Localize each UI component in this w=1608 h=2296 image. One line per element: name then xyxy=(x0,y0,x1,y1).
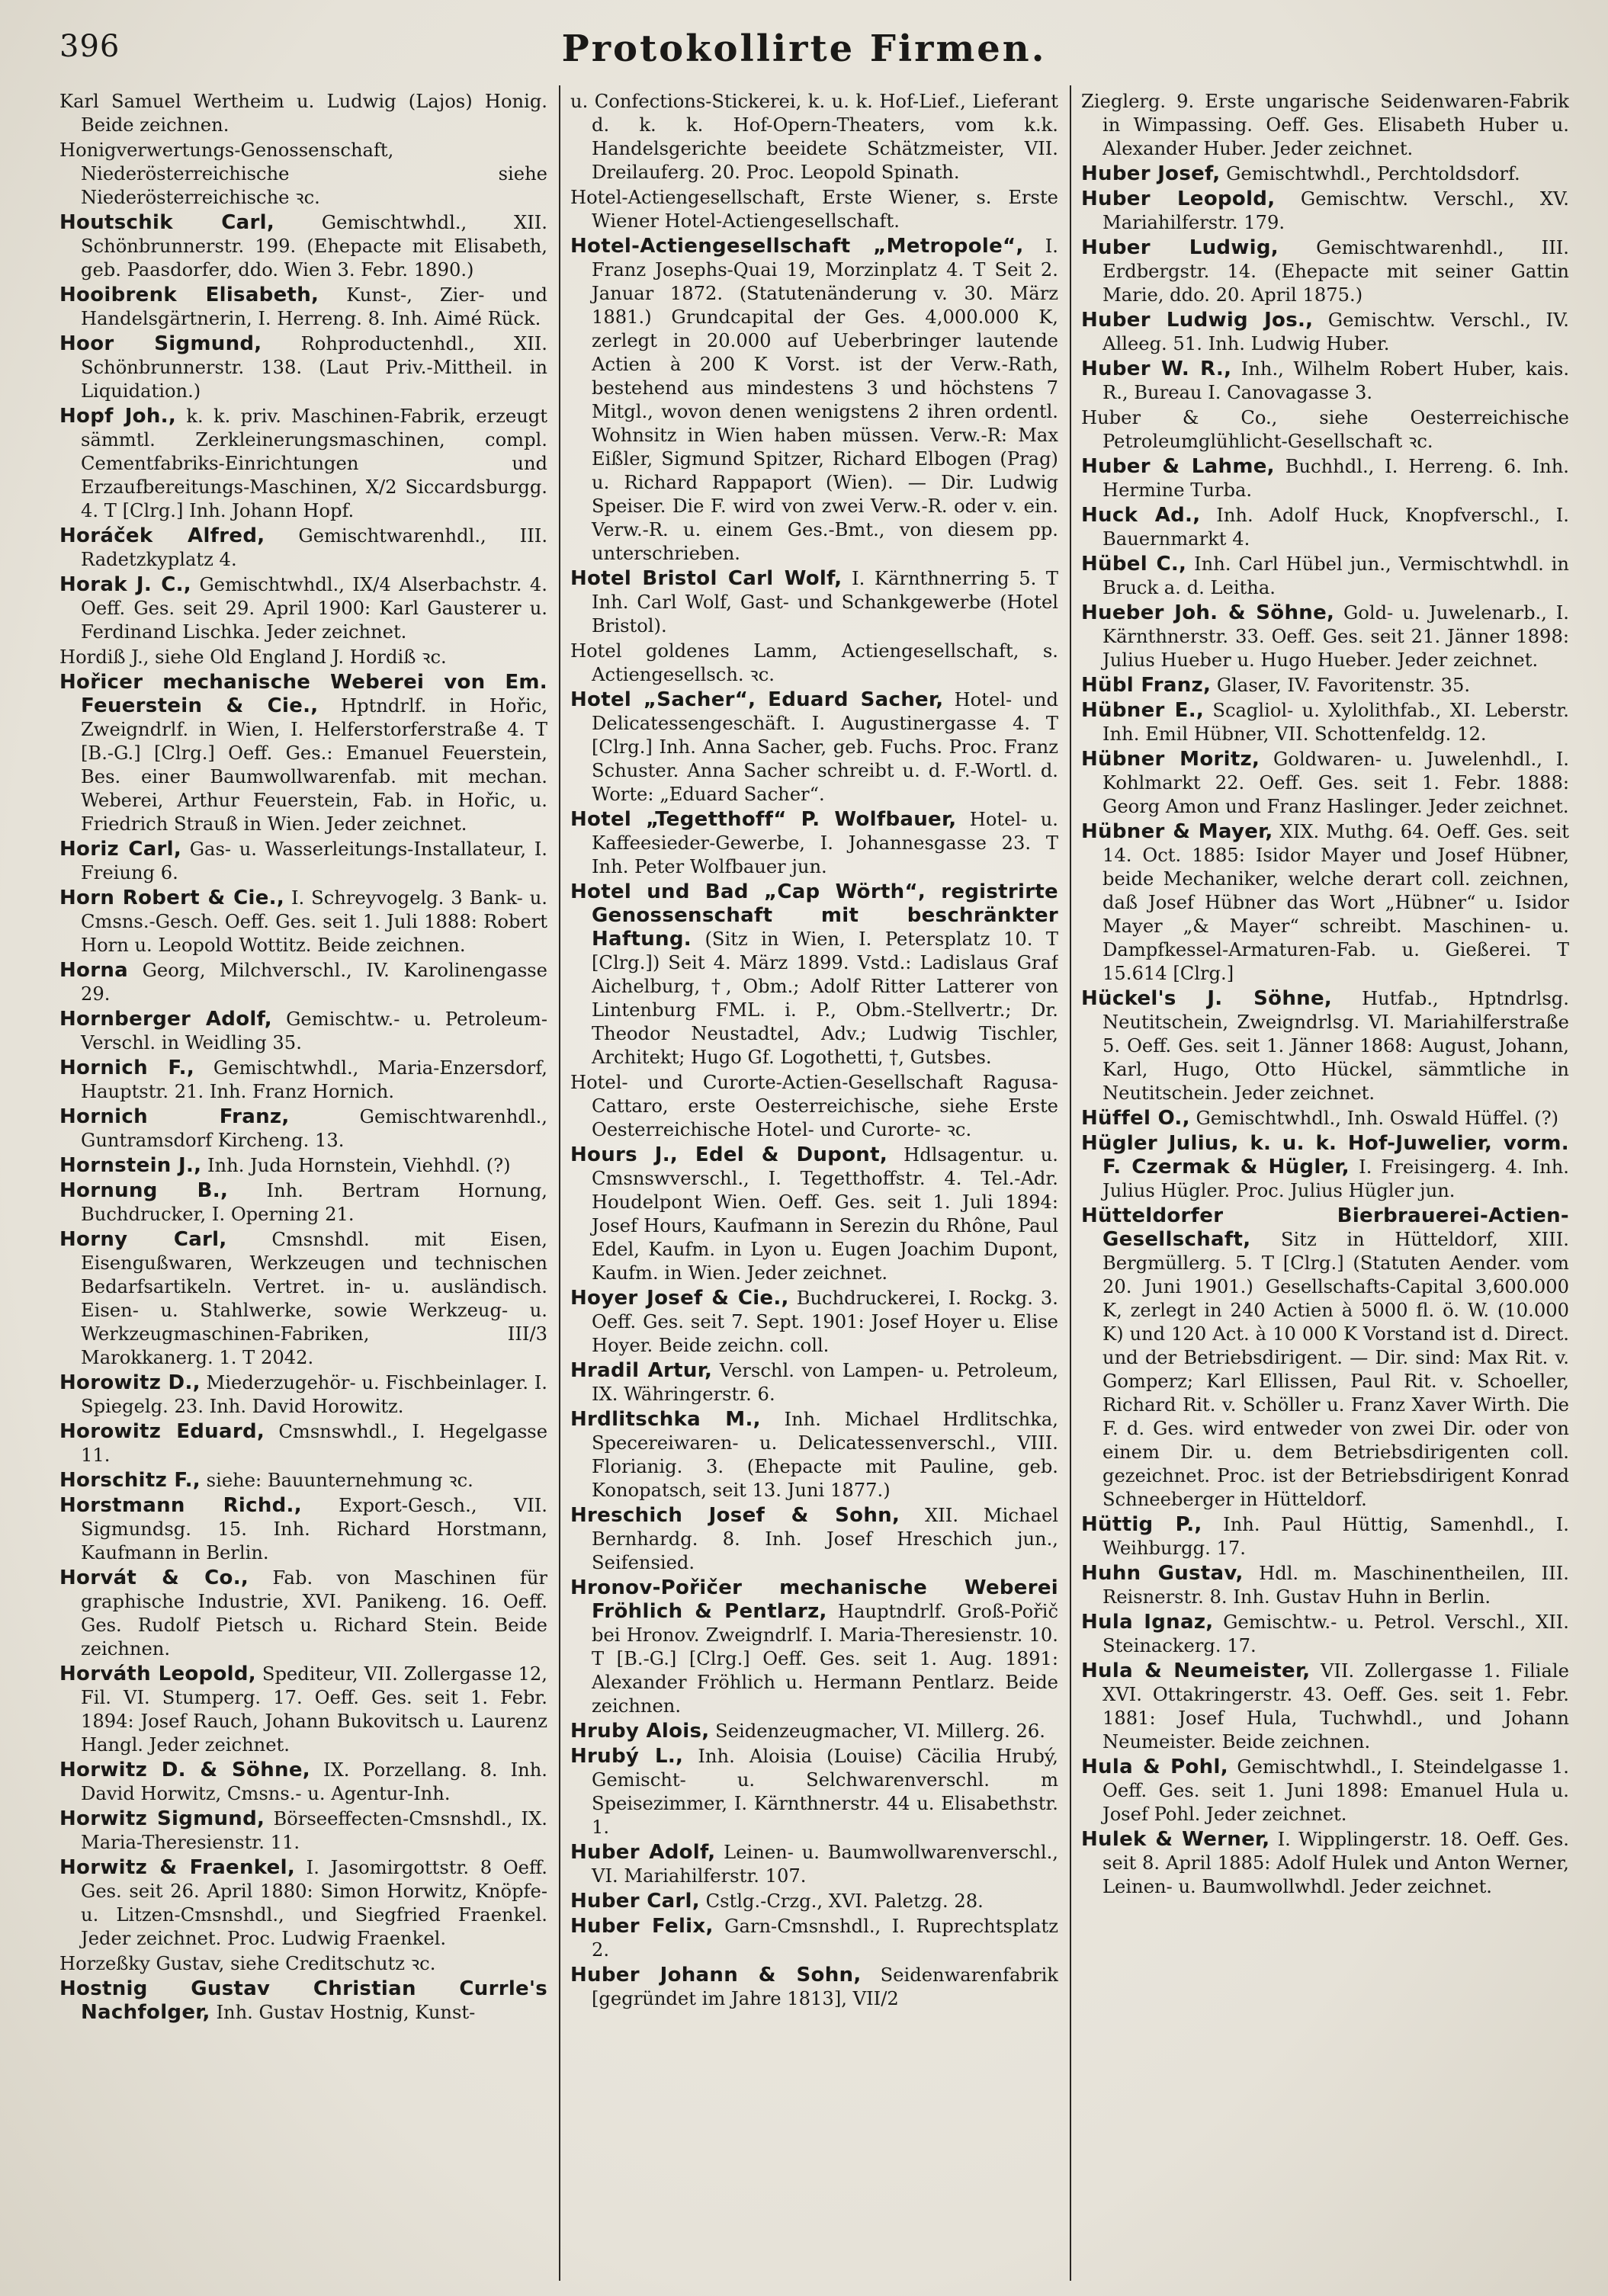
entry-text: Gemischtwhdl., Inh. Oswald Hüffel. (?) xyxy=(1196,1108,1559,1129)
entry-text: Gemischtwhdl., IX/4 Alserbachstr. 4. Oeff. Ges. seit 29. April 1900: Karl Gausterer u. Ferdinand Lischka. Jeder zeichnet. xyxy=(81,574,547,643)
entry-text: Inh. Carl Hübel jun., Vermischtwhdl. in Bruck a. d. Leitha. xyxy=(1102,553,1569,598)
directory-entry xyxy=(570,1287,1058,1358)
directory-entry xyxy=(59,1494,547,1565)
firm-name: Hořicer mechanische Weberei von Em. Feuerstein & Cie., xyxy=(59,671,547,717)
entry-text: Gemischtwarenhdl., III. Radetzkyplatz 4. xyxy=(81,525,547,570)
firm-name: Huber Felix, xyxy=(570,1915,714,1938)
firm-name: Hradil Artur, xyxy=(570,1359,713,1382)
entry-text: Glaser, IV. Favoritenstr. 35. xyxy=(1216,675,1471,696)
firm-name: Huber & Lahme, xyxy=(1081,455,1275,478)
entry-text: Gemischtwhdl., Perchtoldsdorf. xyxy=(1226,163,1520,184)
entry-text: Seidenwarenfabrik [gegründet im Jahre 1813], VII/2 xyxy=(592,1964,1058,2009)
column-divider xyxy=(559,85,560,2281)
page-header: Protokollirte Firmen. xyxy=(561,27,1047,70)
entry-text: Hotel- u. Kaffeesieder-Gewerbe, I. Johannesgasse 23. T Inh. Peter Wolfbauer jun. xyxy=(592,809,1058,877)
directory-entry xyxy=(570,1576,1058,1718)
directory-entry xyxy=(1081,1562,1569,1609)
directory-entry xyxy=(570,186,1058,233)
entry-text: Hotel- und Delicatessengeschäft. I. Augustinergasse 4. T [Clrg.] Inh. Anna Sacher, geb. Fuchs. Proc. Franz Schuster. Anna Sacher schreibt u. d. F.-Wortl. d. Worte: „Eduard Sacher“. xyxy=(592,689,1058,805)
entry-text: Cmsnswhdl., I. Hegelgasse 11. xyxy=(81,1421,547,1466)
directory-entry xyxy=(570,1915,1058,1962)
entry-text: Fab. von Maschinen für graphische Industrie, XVI. Panikeng. 16. Oeff. Ges. Rudolf Pietsch u. Richard Stein. Beide zeichnen. xyxy=(81,1567,547,1659)
directory-entry xyxy=(1081,162,1569,186)
firm-name: Huber Adolf, xyxy=(570,1841,716,1864)
firm-name: Hornberger Adolf, xyxy=(59,1008,272,1031)
firm-name: Hotel und Bad „Cap Wörth“, registrirte Genossenschaft mit beschränkter Haftung. xyxy=(570,880,1058,951)
directory-entry xyxy=(570,1359,1058,1406)
firm-name: Hornstein J., xyxy=(59,1154,202,1177)
directory-entry xyxy=(570,235,1058,566)
directory-entry xyxy=(59,1154,547,1178)
firm-name: Huber Carl, xyxy=(570,1890,700,1913)
entry-text: IX. Porzellang. 8. Inh. David Horwitz, Cmsns.- u. Agentur-Inh. xyxy=(81,1759,547,1804)
entry-text: VII. Zollergasse 1. Filiale XVI. Ottakringerstr. 43. Oeff. Ges. seit 1. Febr. 1881: Josef Hula, Tuchwhdl., und Johann Neumeister. Beide zeichnen. xyxy=(1102,1660,1569,1752)
entry-text: Inh. Adolf Huck, Knopfverschl., I. Bauernmarkt 4. xyxy=(1102,505,1569,550)
entry-text: Miederzugehör- u. Fischbeinlager. I. Spiegelg. 23. Inh. David Horowitz. xyxy=(81,1372,547,1417)
directory-entry xyxy=(59,1105,547,1153)
firm-name: Hornich F., xyxy=(59,1057,195,1079)
directory-entry xyxy=(59,1008,547,1055)
directory-entry xyxy=(59,1469,547,1493)
directory-entry xyxy=(1081,1204,1569,1512)
directory-entry xyxy=(570,880,1058,1069)
firm-name: Hornich Franz, xyxy=(59,1105,290,1128)
firm-name: Horvát & Co., xyxy=(59,1566,249,1589)
firm-name: Horowitz Eduard, xyxy=(59,1420,265,1443)
page-number: 396 xyxy=(59,29,120,64)
firm-name: Hotel „Sacher“, Eduard Sacher, xyxy=(570,688,944,711)
directory-entry xyxy=(59,1663,547,1757)
entry-text: Inh. Gustav Hostnig, Kunst- xyxy=(216,2002,476,2023)
directory-entry xyxy=(1081,90,1569,161)
directory-entry xyxy=(570,567,1058,638)
firm-name: Huber Ludwig Jos., xyxy=(1081,309,1314,332)
directory-entry xyxy=(59,405,547,523)
entry-text: Cstlg.-Crzg., XVI. Paletzg. 28. xyxy=(705,1890,984,1912)
entry-text: I. Franz Josephs-Quai 19, Morzinplatz 4. T Seit 2. Januar 1872. (Statutenänderung v. 30. März 1881.) Grundcapital der Ges. 4,000.000 K, zerlegt in 20.000 auf Ueberbringer lautende Actien à 200 K Vorst. ist der Verw.-Rath, bestehend aus mindestens 3 und höchstens 7 Mitgl., wovon denen wenigstens 2 ihren ordentl. Wohnsitz in Wien haben müssen. Verw.-R: Max Eißler, Sigmund Spitzer, Richard Elbogen (Prag) u. Richard Rappaport (Wien). — Dir. Ludwig Speiser. Die F. wird von zwei Verw.-R. oder v. ein. Verw.-R. u. einem Ges.-Bmt., von diesem pp. unterschrieben. xyxy=(592,236,1058,564)
firm-name: Hüttig P., xyxy=(1081,1513,1202,1536)
directory-entry xyxy=(1081,1828,1569,1899)
entry-text: Rohproductenhdl., XII. Schönbrunnerstr. 138. (Laut Priv.-Mittheil. in Liquidation.) xyxy=(81,333,547,402)
firm-name: Hours J., Edel & Dupont, xyxy=(570,1143,888,1166)
entry-text: Inh. Aloisia (Louise) Cäcilia Hrubý, Gemischt- u. Selchwarenverschl. m Speisezimmer, I. Kärnthnerstr. 44 u. Elisabethstr. 1. xyxy=(592,1746,1058,1838)
firm-name: Horwitz Sigmund, xyxy=(59,1807,265,1830)
firm-name: Hotel „Tegetthoff“ P. Wolfbauer, xyxy=(570,808,957,831)
firm-name: Horáček Alfred, xyxy=(59,524,265,547)
firm-name: Hrdlitschka M., xyxy=(570,1408,761,1431)
directory-entry xyxy=(1081,504,1569,551)
entry-text: I. Freisingerg. 4. Inh. Julius Hügler. Proc. Julius Hügler jun. xyxy=(1102,1156,1569,1201)
directory-entry xyxy=(59,1952,547,1976)
entry-text: Hotel goldenes Lamm, Actiengesellschaft, s. Actiengesellsch. ꝛc. xyxy=(570,640,1058,685)
entry-text: Gemischtw. Verschl., XV. Mariahilferstr. 179. xyxy=(1102,188,1569,233)
entry-text: Garn-Cmsnshdl., I. Ruprechtsplatz 2. xyxy=(592,1916,1058,1961)
entry-text: Hotel- und Curorte-Actien-Gesellschaft Ragusa-Cattaro, erste Oesterreichische, siehe Erste Oesterreichische Hotel- und Curorte- ꝛc. xyxy=(570,1072,1058,1140)
entry-text: Huber & Co., siehe Oesterreichische Petroleumglühlicht-Gesellschaft ꝛc. xyxy=(1081,407,1569,452)
firm-name: Hula & Neumeister, xyxy=(1081,1659,1311,1682)
directory-entry xyxy=(570,1143,1058,1285)
entry-text: I. Kärnthnerring 5. T Inh. Carl Wolf, Gast- und Schankgewerbe (Hotel Bristol). xyxy=(592,568,1058,637)
firm-name: Huck Ad., xyxy=(1081,504,1201,527)
directory-entry xyxy=(1081,1513,1569,1560)
entry-text: Gemischtwarenhdl., Guntramsdorf Kircheng. 13. xyxy=(81,1106,547,1151)
firm-name: Horschitz F., xyxy=(59,1469,201,1492)
firm-name: Horwitz & Fraenkel, xyxy=(59,1856,295,1879)
firm-name: Huber Leopold, xyxy=(1081,188,1276,210)
entry-text: k. k. priv. Maschinen-Fabrik, erzeugt sämmtl. Zerkleinerungsmaschinen, compl. Cementfabriks-Einrichtungen und Erzaufbereitungs-Maschinen, X/2 Siccardsburgg. 4. T [Clrg.] Inh. Johann Hopf. xyxy=(81,406,547,521)
entry-text: Buchdruckerei, I. Rockg. 3. Oeff. Ges. seit 7. Sept. 1901: Josef Hoyer u. Elise Hoyer. Beide zeichn. coll. xyxy=(592,1287,1058,1356)
entry-text: Leinen- u. Baumwollwarenverschl., VI. Mariahilferstr. 107. xyxy=(592,1842,1058,1887)
entry-text: Gemischtw.- u. Petrol. Verschl., XII. Steinackerg. 17. xyxy=(1102,1611,1569,1656)
directory-entry xyxy=(1081,1611,1569,1658)
directory-entry xyxy=(1081,455,1569,502)
directory-entry xyxy=(570,1071,1058,1142)
entry-text: Gemischtwhdl., XII. Schönbrunnerstr. 199. (Ehepacte mit Elisabeth, geb. Paasdorfer, ddo. Wien 3. Febr. 1890.) xyxy=(81,212,547,281)
entry-text: I. Schreyvogelg. 3 Bank- u. Cmsns.-Gesch. Oeff. Ges. seit 1. Juli 1888: Robert Horn u. Leopold Wottitz. Beide zeichnen. xyxy=(81,887,547,956)
firm-name: Hronov-Pořičer mechanische Weberei Fröhlich & Pentlarz, xyxy=(570,1576,1058,1623)
directory-entry xyxy=(59,887,547,957)
entry-text: I. Wipplingerstr. 18. Oeff. Ges. seit 8. April 1885: Adolf Hulek und Anton Werner, Leinen- u. Baumwollwhdl. Jeder zeichnet. xyxy=(1102,1829,1569,1897)
directory-entry xyxy=(59,1856,547,1951)
directory-entry xyxy=(1081,358,1569,405)
entry-text: Hdl. m. Maschinentheilen, III. Reisnerstr. 8. Inh. Gustav Huhn in Berlin. xyxy=(1102,1563,1569,1608)
entry-text: Inh. Juda Hornstein, Viehhdl. (?) xyxy=(207,1155,511,1176)
entry-text: Gemischtw.- u. Petroleum-Verschl. in Weidling 35. xyxy=(81,1009,547,1053)
firm-name: Hückel's J. Söhne, xyxy=(1081,987,1333,1010)
directory-entry xyxy=(59,332,547,403)
directory-entry xyxy=(570,90,1058,184)
entry-text: Zieglerg. 9. Erste ungarische Seidenwaren-Fabrik in Wimpassing. Oeff. Ges. Elisabeth Huber u. Alexander Huber. Jeder zeichnet. xyxy=(1081,91,1569,159)
entry-text: XII. Michael Bernhardg. 8. Inh. Josef Hreschich jun., Seifensied. xyxy=(592,1505,1058,1573)
entry-text: Gemischtwhdl., Maria-Enzersdorf, Hauptstr. 21. Inh. Franz Hornich. xyxy=(81,1057,547,1102)
firm-name: Horn Robert & Cie., xyxy=(59,887,285,909)
firm-name: Hotel-Actiengesellschaft „Metropole“, xyxy=(570,235,1024,258)
entry-text: Gemischtwhdl., I. Steindelgasse 1. Oeff. Ges. seit 1. Juni 1898: Emanuel Hula u. Josef Pohl. Jeder zeichnet. xyxy=(1102,1756,1569,1825)
firm-name: Horny Carl, xyxy=(59,1228,227,1251)
directory-entry xyxy=(59,1566,547,1661)
directory-entry xyxy=(570,1720,1058,1743)
entry-text: Inh. Bertram Hornung, Buchdrucker, I. Operning 21. xyxy=(81,1180,547,1225)
entry-text: Honigverwertungs-Genossenschaft, Niederösterreichische siehe Niederösterreichische ꝛc. xyxy=(59,139,547,208)
entry-text: Gold- u. Juwelenarb., I. Kärnthnerstr. 33. Oeff. Ges. seit 21. Jänner 1898: Julius Hueber u. Hugo Hueber. Jeder zeichnet. xyxy=(1102,602,1569,671)
directory-entry xyxy=(570,688,1058,806)
firm-name: Huber Ludwig, xyxy=(1081,236,1279,259)
entry-text: Karl Samuel Wertheim u. Ludwig (Lajos) Honig. Beide zeichnen. xyxy=(59,91,547,136)
firm-name: Horváth Leopold, xyxy=(59,1663,256,1685)
entry-text: Gemischtw. Verschl., IV. Alleeg. 51. Inh. Ludwig Huber. xyxy=(1102,309,1569,354)
directory-entry xyxy=(59,90,547,137)
entry-text: I. Jasomirgottstr. 8 Oeff. Ges. seit 26. April 1880: Simon Horwitz, Knöpfe- u. Litzen-Cmsnshdl., und Siegfried Fraenkel. Jeder zeichnet. Proc. Ludwig Fraenkel. xyxy=(81,1857,547,1949)
firm-name: Hübner & Mayer, xyxy=(1081,820,1273,843)
directory-entry xyxy=(59,671,547,836)
directory-entry xyxy=(1081,748,1569,819)
directory-entry xyxy=(1081,553,1569,600)
directory-entry xyxy=(1081,601,1569,672)
directory-entry xyxy=(1081,309,1569,356)
entry-text: Hordiß J., siehe Old England J. Hordiß ꝛc. xyxy=(59,646,447,668)
firm-name: Horwitz D. & Söhne, xyxy=(59,1759,310,1781)
firm-name: Horowitz D., xyxy=(59,1371,201,1394)
firm-name: Hügler Julius, k. u. k. Hof-Juwelier, vorm. F. Czermak & Hügler, xyxy=(1081,1132,1569,1178)
firm-name: Hulek & Werner, xyxy=(1081,1828,1270,1851)
directory-entry xyxy=(1081,1132,1569,1203)
firm-name: Hopf Joh., xyxy=(59,405,177,428)
directory-entry xyxy=(1081,236,1569,307)
directory-entry xyxy=(59,573,547,644)
directory-entry xyxy=(59,1977,547,2025)
entry-text: Horzeßky Gustav, siehe Creditschutz ꝛc. xyxy=(59,1953,436,1974)
directory-entry xyxy=(59,284,547,331)
directory-entry xyxy=(1081,699,1569,746)
directory-entry xyxy=(570,1890,1058,1913)
entry-text: Hutfab., Hptndrlsg. Neutitschein, Zweigndrlsg. VI. Mariahilferstraße 5. Oeff. Ges. seit 1. Jänner 1868: August, Johann, Karl, Hugo, Otto Hückel, sämmtliche in Neutitschein. Jeder zeichnet. xyxy=(1102,988,1569,1104)
directory-entry xyxy=(59,1807,547,1855)
firm-name: Horak J. C., xyxy=(59,573,191,596)
directory-entry xyxy=(59,838,547,885)
entry-text: Seidenzeugmacher, VI. Millerg. 26. xyxy=(715,1720,1045,1742)
firm-name: Huber Josef, xyxy=(1081,162,1221,185)
firm-name: Hüffel O., xyxy=(1081,1107,1190,1130)
column-right xyxy=(1081,90,1569,2278)
entry-text: Börseeffecten-Cmsnshdl., IX. Maria-Theresienstr. 11. xyxy=(81,1808,547,1853)
entry-text: Goldwaren- u. Juwelenhdl., I. Kohlmarkt 22. Oeff. Ges. seit 1. Febr. 1888: Georg Amon und Franz Haslinger. Jeder zeichnet. xyxy=(1102,749,1569,817)
directory-entry xyxy=(570,808,1058,879)
entry-text: siehe: Bauunternehmung ꝛc. xyxy=(206,1470,473,1491)
directory-entry xyxy=(570,1841,1058,1888)
directory-entry xyxy=(59,959,547,1006)
entry-text: Hdlsagentur. u. Cmsnswverschl., I. Tegetthoffstr. 4. Tel.-Adr. Houdelpont Wien. Oeff. Ges. seit 1. Juli 1894: Josef Hours, Kaufmann in Serezin du Rhône, Paul Edel, Kaufm. in Lyon u. Eugen Joachim Dupont, Kaufm. in Wien. Jeder zeichnet. xyxy=(592,1144,1058,1284)
entry-text: Cmsnshdl. mit Eisen, Eisengußwaren, Werkzeugen und technischen Bedarfsartikeln. Vertret. in- u. ausländisch. Eisen- u. Stahlwerke, sowie Werkzeug- u. Werkzeugmaschinen-Fabriken, III/3 Marokkanerg. 1. T 2042. xyxy=(81,1229,547,1368)
firm-name: Hütteldorfer Bierbrauerei-Actien-Gesellschaft, xyxy=(1081,1204,1569,1251)
firm-name: Houtschik Carl, xyxy=(59,211,275,234)
entry-text: Spediteur, VII. Zollergasse 12, Fil. VI. Stumperg. 17. Oeff. Ges. seit 1. Febr. 1894: Josef Rauch, Johann Bukovitsch u. Laurenz Hangl. Jeder zeichnet. xyxy=(81,1663,547,1756)
directory-entry xyxy=(59,524,547,572)
firm-name: Horiz Carl, xyxy=(59,838,182,861)
entry-text: Hptndrlf. in Hořic, Zweigndrlf. in Wien, I. Helferstorferstraße 4. T [B.-G.] [Clrg.] Oeff. Ges.: Emanuel Feuerstein, Bes. einer Baumwollwarenfab. mit mechan. Weberei, Arthur Feuerstein, Fab. in Hořic, u. Friedrich Strauß in Wien. Jeder zeichnet. xyxy=(81,695,547,835)
firm-name: Hübner E., xyxy=(1081,699,1205,722)
firm-name: Huber W. R., xyxy=(1081,358,1232,380)
directory-entry xyxy=(59,646,547,669)
firm-name: Hruby Alois, xyxy=(570,1720,710,1743)
firm-name: Hreschich Josef & Sohn, xyxy=(570,1504,900,1527)
directory-entry xyxy=(570,1745,1058,1839)
firm-name: Hrubý L., xyxy=(570,1745,684,1768)
column-left xyxy=(59,90,547,2278)
firm-name: Horstmann Richd., xyxy=(59,1494,302,1517)
entry-text: Sitz in Hütteldorf, XIII. Bergmüllerg. 5. T [Clrg.] (Statuten Aender. vom 20. Juni 1901.) Gesellschafts-Capital 3,600.000 K, zerlegt in 240 Actien à 5000 fl. ö. W. (10.000 K) und 120 Act. à 10 000 K Vorstand ist d. Direct. und der Betriebsdirigent. — Dir. sind: Max Rit. v. Gomperz; Karl Ellissen, Paul Rit. v. Schoeller, Richard Rit. v. Schöller u. Franz Xaver Wirth. Die F. d. Ges. wird entweder von zwei Dir. oder von einem Dir. u. dem Betriebsdirigenten coll. gezeichnet. Proc. ist der Betriebsdirigent Konrad Schneeberger in Hütteldorf. xyxy=(1102,1229,1569,1510)
firm-name: Hübner Moritz, xyxy=(1081,748,1260,771)
directory-entry xyxy=(1081,987,1569,1105)
entry-text: Inh. Paul Hüttig, Samenhdl., I. Weihburgg. 17. xyxy=(1102,1514,1569,1559)
entry-text: Buchhdl., I. Herreng. 6. Inh. Hermine Turba. xyxy=(1102,456,1569,501)
entry-text: XIX. Muthg. 64. Oeff. Ges. seit 14. Oct. 1885: Isidor Mayer und Josef Hübner, beide Mechaniker, welche derart coll. zeichnen, daß Josef Hübner das Wort „Hübner“ u. Isidor Mayer „& Mayer“ schreibt. Maschinen- u. Dampfkessel-Armaturen-Fab. u. Gießerei. T 15.614 [Clrg.] xyxy=(1102,821,1569,984)
entry-text: Verschl. von Lampen- u. Petroleum, IX. Währingerstr. 6. xyxy=(592,1360,1058,1405)
entry-text: Export-Gesch., VII. Sigmundsg. 15. Inh. Richard Horstmann, Kaufmann in Berlin. xyxy=(81,1495,547,1563)
directory-entry xyxy=(1081,1659,1569,1754)
entry-text: (Sitz in Wien, I. Petersplatz 10. T [Clrg.]) Seit 4. März 1899. Vstd.: Ladislaus Graf Aichelburg, †, Obm.; Adolf Ritter Latterer von Lintenburg FML. i. P., Obm.-Stellvertr.; Dr. Theodor Neustadtel, Adv.; Ludwig Tischler, Architekt; Hugo Gf. Logothetti, †, Gutsbes. xyxy=(592,928,1058,1068)
entry-text: Gas- u. Wasserleitungs-Installateur, I. Freiung 6. xyxy=(81,839,547,883)
directory-entry xyxy=(1081,188,1569,235)
directory-entry xyxy=(59,1371,547,1419)
directory-entry xyxy=(59,1759,547,1806)
firm-name: Hostnig Gustav Christian Currle's Nachfolger, xyxy=(59,1977,547,2024)
firm-name: Hooibrenk Elisabeth, xyxy=(59,284,319,306)
firm-name: Hueber Joh. & Söhne, xyxy=(1081,601,1335,624)
directory-entry xyxy=(1081,674,1569,697)
firm-name: Hübl Franz, xyxy=(1081,674,1212,697)
entry-text: Gemischtwarenhdl., III. Erdbergstr. 14. (Ehepacte mit seiner Gattin Marie, ddo. 20. April 1875.) xyxy=(1102,237,1569,306)
firm-name: Hotel Bristol Carl Wolf, xyxy=(570,567,843,590)
entry-text: Georg, Milchverschl., IV. Karolinengasse 29. xyxy=(81,960,547,1005)
entry-text: Hotel-Actiengesellschaft, Erste Wiener, s. Erste Wiener Hotel-Actiengesellschaft. xyxy=(570,187,1058,232)
firm-name: Huhn Gustav, xyxy=(1081,1562,1244,1585)
directory-entry xyxy=(570,1504,1058,1575)
directory-entry xyxy=(1081,820,1569,986)
directory-entry xyxy=(59,1420,547,1467)
firm-name: Hübel C., xyxy=(1081,553,1187,576)
entry-text: Inh. Michael Hrdlitschka, Specereiwaren- u. Delicatessenverschl., VIII. Florianig. 3. (Ehepacte mit Pauline, geb. Konopatsch, seit 13. Juni 1877.) xyxy=(592,1409,1058,1501)
directory-entry xyxy=(59,1228,547,1370)
firm-name: Hoor Sigmund, xyxy=(59,332,262,355)
firm-name: Horna xyxy=(59,959,128,982)
directory-entry xyxy=(59,211,547,282)
directory-entry xyxy=(570,1964,1058,2011)
column-middle xyxy=(570,90,1058,2278)
entry-text: Kunst-, Zier- und Handelsgärtnerin, I. Herreng. 8. Inh. Aimé Rück. xyxy=(81,284,547,329)
firm-name: Hula Ignaz, xyxy=(1081,1611,1214,1634)
directory-entry xyxy=(570,640,1058,687)
firm-name: Hornung B., xyxy=(59,1179,229,1202)
firm-name: Hoyer Josef & Cie., xyxy=(570,1287,789,1310)
directory-entry xyxy=(59,1057,547,1104)
directory-entry xyxy=(570,1408,1058,1502)
column-divider xyxy=(1070,85,1071,2281)
entry-text: u. Confections-Stickerei, k. u. k. Hof-Lief., Lieferant d. k. k. Hof-Opern-Theaters, vom k.k. Handelsgerichte beeidete Schätzmeister, VII. Dreilauferg. 20. Proc. Leopold Spinath. xyxy=(570,91,1058,183)
directory-entry xyxy=(59,1179,547,1227)
directory-entry xyxy=(1081,406,1569,454)
directory-entry xyxy=(59,139,547,210)
firm-name: Hula & Pohl, xyxy=(1081,1756,1228,1778)
directory-entry xyxy=(1081,1756,1569,1826)
firm-name: Huber Johann & Sohn, xyxy=(570,1964,862,1987)
entry-text: Scagliol- u. Xylolithfab., XI. Leberstr. Inh. Emil Hübner, VII. Schottenfeldg. 12. xyxy=(1102,700,1569,745)
entry-text: Hauptndrlf. Groß-Pořič bei Hronov. Zweigndrlf. I. Maria-Theresienstr. 10. T [B.-G.] [Clrg.] Oeff. Ges. seit 1. Aug. 1891: Alexander Fröhlich u. Hermann Pentlarz. Beide zeichnen. xyxy=(592,1601,1058,1717)
directory-entry xyxy=(1081,1107,1569,1130)
entry-text: Inh., Wilhelm Robert Huber, kais. R., Bureau I. Canovagasse 3. xyxy=(1102,358,1569,403)
